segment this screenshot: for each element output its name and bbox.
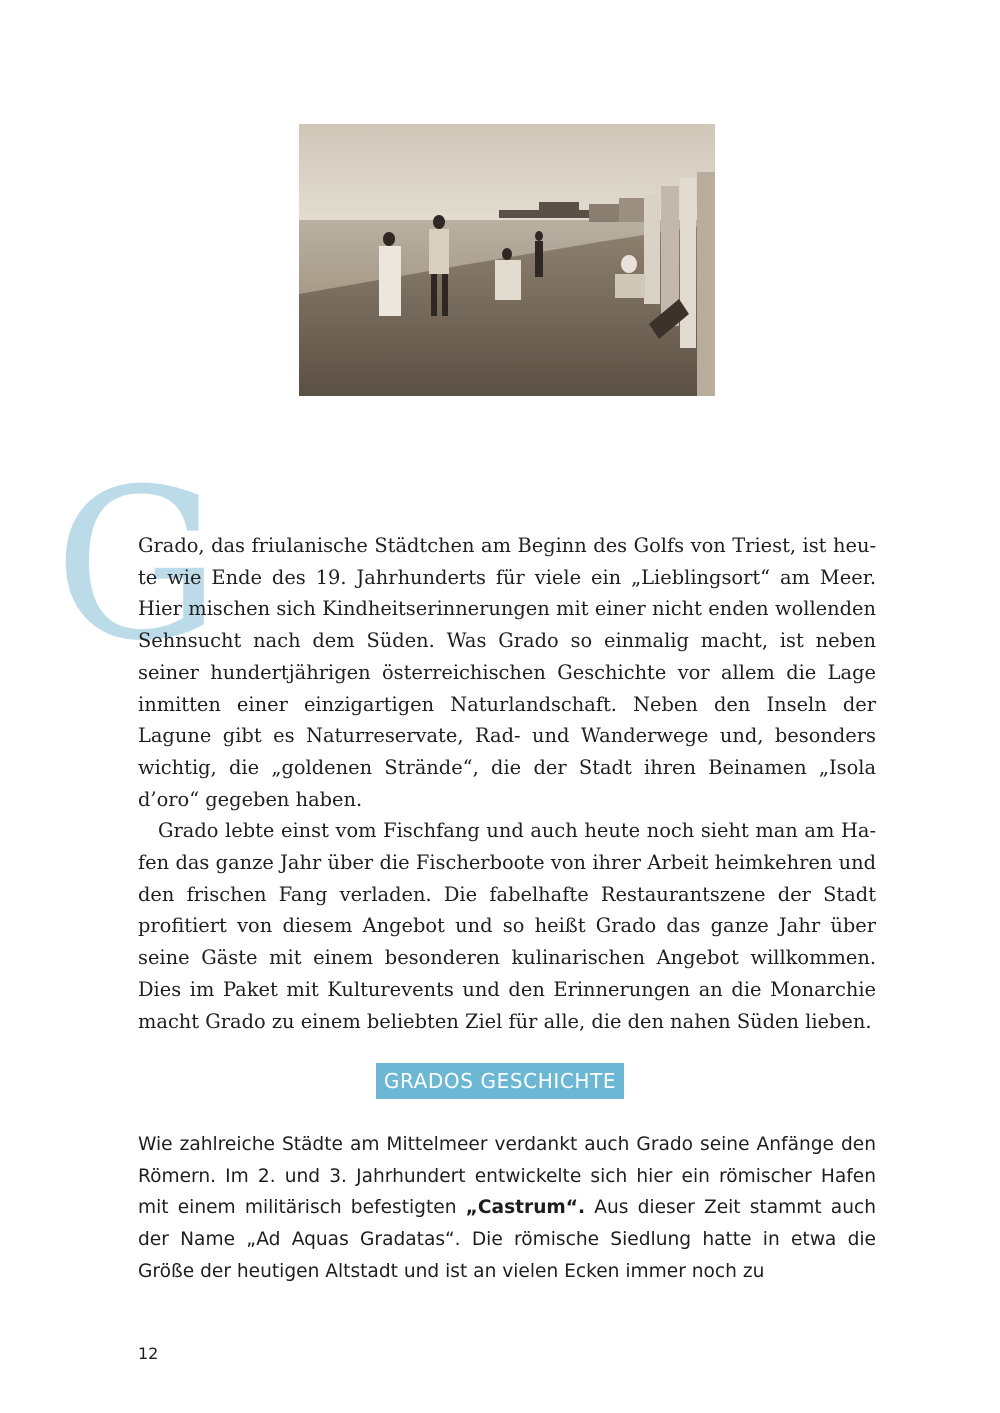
intro-p1-part-2: am Meer. Hier mischen sich Kindheitserinnerungen mit einer nicht enden wollenden Sehnsucht nach dem Süden. Was Grado so einmalig macht, ist neben seiner hundertjährigen österreichischen Geschichte vor allem die Lage inmitten einer einzigartigen Naturlandschaft. Neben den Inseln der Lagune gibt es Naturreservate, Rad- und Wanderwege und, besonders wichtig, die [138,565,876,779]
intro-text [138,530,876,1037]
history-bold-castrum: „Castrum“. [465,1197,586,1219]
history-part-1: Wie zahlreiche Städte am Mittelmeer verdankt auch Grado seine Anfänge den Römern. Im 2. und 3. Jahrhundert entwickelte sich hier ein römischer Hafen mit einem militärisch befestigten [138,1134,876,1219]
intro-p1-part-3: , die der Stadt ihren Beinamen [472,755,819,779]
page-number: 12 [138,1344,159,1363]
intro-p1-quote-goldene-straende: „goldenen Strände“ [271,755,473,779]
beach-photo-illustration [299,124,715,396]
historic-beach-photo [299,124,715,396]
intro-paragraph-2: Grado lebte einst vom Fischfang und auch heute noch sieht man am Hafen das ganze Jahr über die Fischerboote von ihrer Arbeit heimkehren und den frischen Fang verladen. Die fabelhafte Restaurantszene der Stadt profitiert von diesem Angebot und so heißt Grado das ganze Jahr über seine Gäste mit einem besonderen kulinarischen Angebot willkommen. Dies im Paket mit Kulturevents und den Erinnerungen an die Monarchie macht Grado zu einem beliebten Ziel für alle, die den nahen Süden lieben. [138,819,876,1033]
history-part-2: Aus dieser Zeit stammt auch der Name „Ad Aquas Gradatas“. Die römische Siedlung hatte in etwa die Größe der heutigen Altstadt und ist an vielen Ecken immer noch zu [138,1197,876,1282]
intro-p1-quote-isola-doro: „Isola d’oro“ [138,755,876,811]
intro-p1-part-1: Grado, das friulanische Städtchen am Beginn des Golfs von Triest, ist heute wie Ende des 19. Jahrhunderts für viele ein [138,534,876,589]
history-paragraph [138,1129,876,1288]
intro-paragraph-1 [138,530,876,815]
section-heading: GRADOS GESCHICHTE [376,1063,624,1099]
section-heading-container [0,1063,1000,1099]
intro-p1-quote-lieblingsort: „Lieblingsort“ [631,565,771,589]
intro-p1-part-4: gegeben haben. [199,787,363,811]
drop-cap-letter: G [54,445,221,687]
history-text [138,1129,876,1288]
